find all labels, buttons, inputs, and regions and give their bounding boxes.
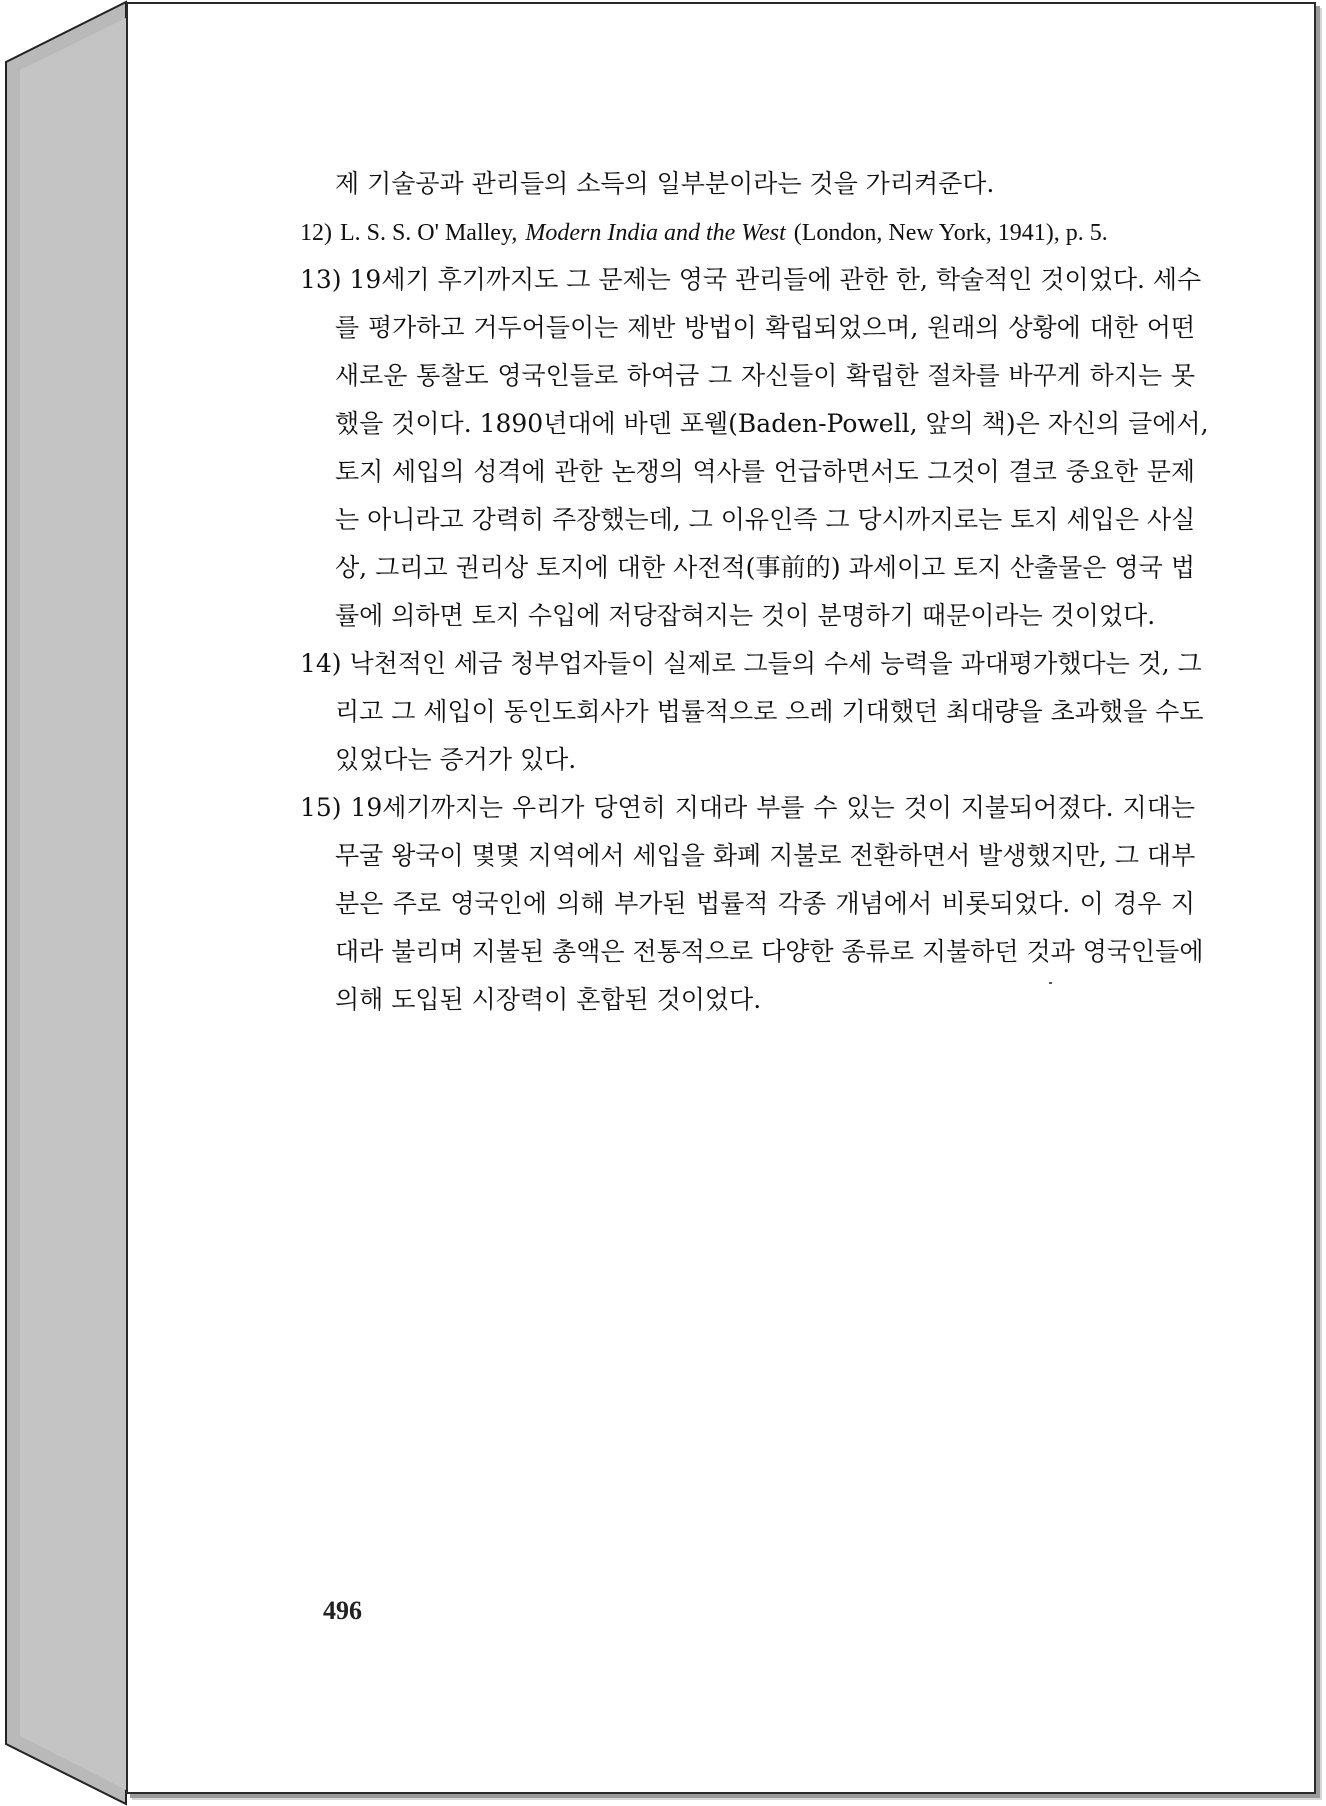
text-line: 리고 그 세입이 동인도회사가 법률적으로 으레 기대했던 최대량을 초과했을 수도 (335, 697, 1204, 726)
text-line: 새로운 통찰도 영국인들로 하여금 그 자신들이 확립한 절차를 바꾸게 하지는 못 (335, 361, 1195, 390)
text-line: 했을 것이다. 1890년대에 바덴 포웰(Baden-Powell, 앞의 책)은 자신의 글에서, (335, 409, 1209, 438)
footnote-publication: (London, New York, 1941), p. 5. (793, 220, 1108, 246)
text-line: 률에 의하면 토지 수입에 저당잡혀지는 것이 분명하기 때문이라는 것이었다. (335, 601, 1156, 630)
footnote-author: L. S. S. O' Malley, (339, 220, 518, 246)
text-line: 분은 주로 영국인에 의해 부가된 법률적 각종 개념에서 비롯되었다. 이 경우 지 (335, 889, 1195, 918)
text-line: 14) 낙천적인 세금 청부업자들이 실제로 그들의 수세 능력을 과대평가했다는 것, 그 (300, 649, 1202, 678)
text-line: 제 기술공과 관리들의 소득의 일부분이라는 것을 가리켜준다. (335, 169, 995, 198)
footnote-14 (300, 640, 1204, 784)
scan-speck (1049, 982, 1052, 984)
text-line: 15) 19세기까지는 우리가 당연히 지대라 부를 수 있는 것이 지불되어졌다. 지대는 (300, 793, 1195, 822)
footnote-number: 12) (300, 220, 332, 246)
text-line: 상, 그리고 권리상 토지에 대한 사전적(事前的) 과세이고 토지 산출물은 영국 법 (335, 553, 1195, 582)
footnote-15 (300, 784, 1204, 1024)
text-line: 의해 도입된 시장력이 혼합된 것이었다. (335, 985, 762, 1014)
text-line: 는 아니라고 강력히 주장했는데, 그 이유인즉 그 당시까지로는 토지 세입은 사실 (335, 505, 1196, 534)
footnote-book-title: Modern India and the West (525, 220, 786, 246)
page-body-text (300, 160, 1209, 1024)
text-line: 토지 세입의 성격에 관한 논쟁의 역사를 언급하면서도 그것이 결코 중요한 문제 (335, 457, 1195, 486)
text-line: 대라 불리며 지불된 총액은 전통적으로 다양한 종류로 지불하던 것과 영국인들에 (335, 937, 1204, 966)
text-line: 를 평가하고 거두어들이는 제반 방법이 확립되었으며, 원래의 상황에 대한 어떤 (335, 313, 1195, 342)
page-number: 496 (323, 1596, 362, 1625)
text-line: 무굴 왕국이 몇몇 지역에서 세입을 화폐 지불로 전환하면서 발생했지만, 그 대부 (335, 841, 1196, 870)
text-line: 있었다는 증거가 있다. (335, 745, 577, 774)
text-line: 13) 19세기 후기까지도 그 문제는 영국 관리들에 관한 한, 학술적인 것이었다. 세수 (300, 265, 1202, 294)
footnote-13 (300, 256, 1209, 640)
footnote-12 (300, 208, 1195, 256)
